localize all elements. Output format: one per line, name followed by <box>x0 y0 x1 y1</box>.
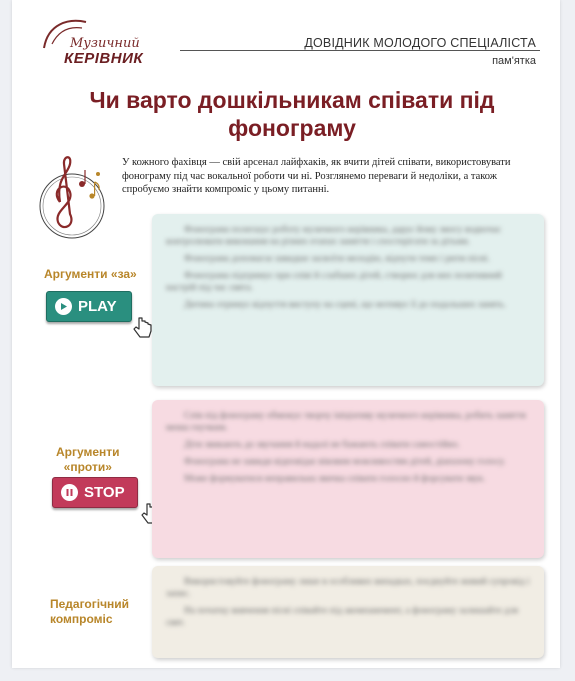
article-title: Чи варто дошкільникам співати під фонограму <box>89 87 495 141</box>
stop-button[interactable] <box>52 477 138 508</box>
play-icon <box>55 298 72 315</box>
contra-label <box>56 445 120 475</box>
pause-icon <box>61 484 78 501</box>
header-subtitle: пам'ятка <box>492 55 536 67</box>
compromise-panel: Використовуйте фонограму лише в особливих випадках, поєднуйте живий супровід і запис. На початку вивчення пісні співайте під акомпанемент, а фонограму залишайте для свят. <box>152 566 544 658</box>
logo-bold-text: КЕРІВНИК <box>64 50 144 67</box>
treble-clef-icon <box>36 144 112 244</box>
compromise-label <box>50 597 129 627</box>
article-intro: У кожного фахівця — свій арсенал лайфхаків, як вчити дітей співати, використовувати фонограму під час вокальної роботи чи ні. Розглянемо переваги й недоліки, а також спробуємо знайти компроміс у цьому питанні. <box>122 157 511 195</box>
hand-cursor-icon <box>132 316 154 340</box>
header-divider <box>180 50 540 51</box>
play-button-label: PLAY <box>78 298 117 315</box>
stop-button-label: STOP <box>84 484 125 501</box>
header-title: ДОВІДНИК МОЛОДОГО СПЕЦІАЛІСТА <box>304 36 536 50</box>
play-button[interactable] <box>46 291 132 322</box>
page-sheet <box>12 0 560 668</box>
contra-label-line1: Аргументи <box>56 445 120 459</box>
logo-script-text: Музичний <box>70 36 140 51</box>
compromise-label-line1: Педагогічний <box>50 597 130 611</box>
contra-label-line2: «проти» <box>63 460 112 474</box>
pro-label: Аргументи «за» <box>44 267 137 281</box>
pro-arguments-panel: Фонограма полегшує роботу музичного керівника, дарує йому змогу водночас контролювати виконання на різних етапах заняття і спостерігати за дітьми. Фонограма допомагає швидше засвоїти мелодію, відчути темп і ритм пісні. Фонограма підтримує при співі й слабших дітей, створює для них позитивний настрій під час свята. Дитина отримує відчуття виступу на сцені, що мотивує її до подальших занять. <box>152 214 544 386</box>
compromise-label-line2: компроміс <box>50 612 113 626</box>
contra-arguments-panel: Спів під фонограму обмежує творчу ініціативу музичного керівника, робить заняття менш гнучким. Діти звикають до звучання й надалі не бажають співати самостійно. Фонограма не завжди відповідає віковим можливостям дітей, діапазону голосу. Може формуватися неправильна звичка співати голосно й форсувати звук. <box>152 400 544 558</box>
